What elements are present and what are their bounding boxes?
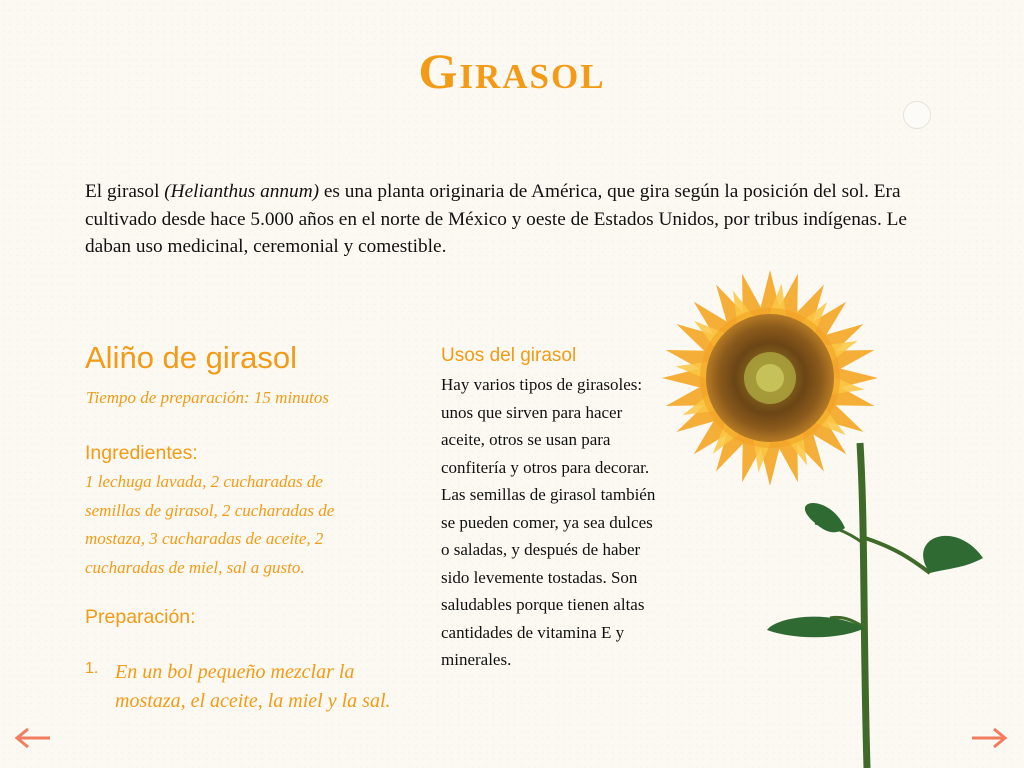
arrow-left-icon[interactable] bbox=[12, 726, 52, 750]
uses-title: Usos del girasol bbox=[441, 345, 577, 366]
uses-text: Hay varios tipos de girasoles: unos que sirven para hacer aceite, otros se usan para confitería y otros para decorar. Las semillas de girasol también se pueden comer, ya sea dulces o saladas, y después de haber sido levemente tostadas. Son saludables porque tienen altas cantidades de vitamina E y minerales. bbox=[441, 375, 656, 669]
ingredients-list: 1 lechuga lavada, 2 cucharadas de semillas de girasol, 2 cucharadas de mostaza, 3 cucharadas de aceite, 2 cucharadas de miel, sal a gusto. bbox=[85, 472, 335, 577]
recipe-title: Aliño de girasol bbox=[85, 340, 297, 375]
scientific-name: (Helianthus annum) bbox=[164, 181, 320, 202]
stem bbox=[860, 443, 867, 768]
preparation-step bbox=[85, 658, 415, 716]
intro-text-rest: es una planta originaria de América, que gira según la posición del sol. Era cultivado desde hace 5.000 años en el norte de México y oeste de Estados Unidos, por tribus indígenas. Le daban uso medicinal, ceremonial y comestible. bbox=[85, 181, 907, 257]
prep-time: Tiempo de preparación: 15 minutos bbox=[86, 388, 330, 407]
intro-text-start: El girasol bbox=[85, 181, 165, 202]
flower-head bbox=[662, 270, 878, 486]
ingredients-heading: Ingredientes: bbox=[85, 442, 198, 464]
preparation-heading: Preparación: bbox=[85, 606, 196, 628]
leaf bbox=[923, 536, 983, 573]
intro-paragraph bbox=[85, 178, 915, 261]
circle-button-icon[interactable] bbox=[903, 101, 931, 129]
page-title: Girasol bbox=[418, 43, 606, 99]
sunflower-illustration bbox=[655, 268, 995, 768]
leaf bbox=[805, 503, 845, 532]
step-text: En un bol pequeño mezclar la mostaza, el aceite, la miel y la sal. bbox=[115, 661, 391, 712]
arrow-right-icon[interactable] bbox=[970, 726, 1010, 750]
step-number: 1. bbox=[85, 660, 99, 677]
